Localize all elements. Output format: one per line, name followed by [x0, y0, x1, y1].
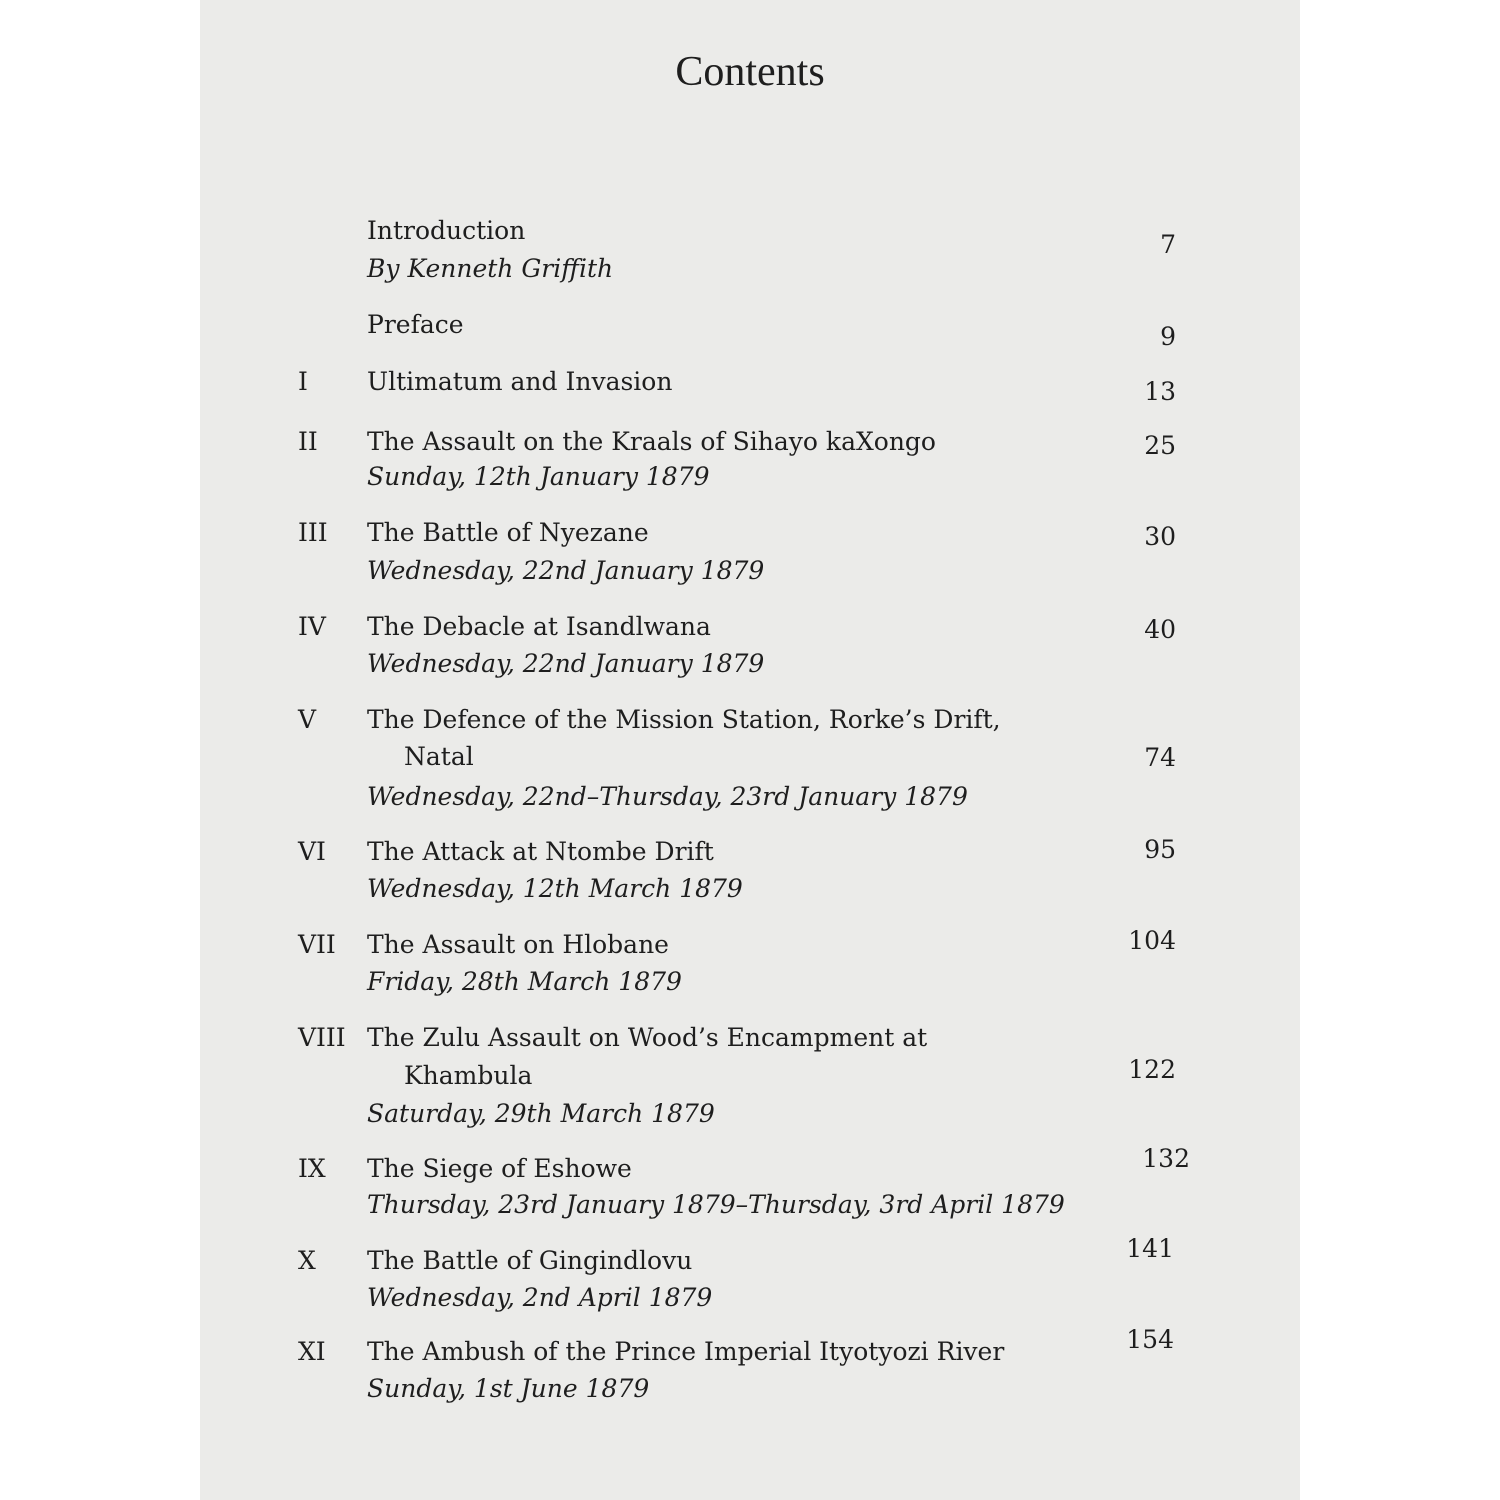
page-number: 122: [1128, 1055, 1176, 1084]
page-number: 141: [1126, 1234, 1174, 1263]
page-number: 13: [1144, 377, 1176, 406]
chapter-number: III: [298, 518, 328, 547]
toc-entry-chapter-8: [200, 1019, 1300, 1149]
page-number: 132: [1142, 1144, 1190, 1173]
chapter-title: The Zulu Assault on Wood’s Encampment at: [367, 1023, 928, 1052]
chapter-subtitle: Wednesday, 22nd January 1879: [367, 649, 765, 678]
chapter-subtitle: Wednesday, 22nd–Thursday, 23rd January 1879: [367, 782, 968, 811]
chapter-subtitle: Saturday, 29th March 1879: [367, 1099, 715, 1128]
chapter-number: VII: [298, 930, 336, 959]
toc-entry-chapter-3: [200, 514, 1300, 614]
chapter-title: The Defence of the Mission Station, Rorke’s Drift,: [367, 705, 1001, 734]
chapter-number: I: [298, 367, 308, 396]
chapter-number: V: [298, 705, 317, 734]
chapter-number: VIII: [298, 1023, 346, 1052]
chapter-number: II: [298, 427, 318, 456]
toc-entry-chapter-6: [200, 833, 1300, 933]
toc-entry-chapter-5: [200, 701, 1300, 831]
chapter-title: Preface: [367, 310, 464, 339]
chapter-subtitle: Wednesday, 2nd April 1879: [367, 1283, 713, 1312]
toc-entry-chapter-4: [200, 608, 1300, 708]
book-page: [200, 0, 1300, 1500]
page-number: 40: [1144, 615, 1176, 644]
chapter-title: The Siege of Eshowe: [367, 1154, 632, 1183]
toc-entry-chapter-2: [200, 423, 1300, 523]
chapter-title: Ultimatum and Invasion: [367, 367, 673, 396]
chapter-title-continued: Khambula: [404, 1061, 533, 1090]
chapter-subtitle: Wednesday, 22nd January 1879: [367, 556, 765, 585]
page-title: Contents: [675, 49, 825, 95]
chapter-number: IV: [298, 612, 326, 641]
chapter-title: Introduction: [367, 216, 526, 245]
chapter-title: The Battle of Nyezane: [367, 518, 649, 547]
page-number: 9: [1160, 322, 1176, 351]
page-number: 30: [1144, 522, 1176, 551]
page-number: 154: [1126, 1325, 1174, 1354]
chapter-number: IX: [298, 1154, 326, 1183]
page-number: 25: [1144, 431, 1176, 460]
chapter-subtitle: Thursday, 23rd January 1879–Thursday, 3rd April 1879: [367, 1190, 1065, 1219]
chapter-number: VI: [298, 837, 326, 866]
chapter-title: The Assault on the Kraals of Sihayo kaXongo: [367, 427, 936, 456]
chapter-number: X: [298, 1246, 316, 1275]
chapter-title: The Debacle at Isandlwana: [367, 612, 711, 641]
chapter-subtitle: Sunday, 1st June 1879: [367, 1374, 650, 1403]
chapter-title: The Attack at Ntombe Drift: [367, 837, 714, 866]
chapter-title: The Ambush of the Prince Imperial Ityotyozi River: [367, 1337, 1005, 1366]
page-number: 7: [1160, 230, 1176, 259]
chapter-title-continued: Natal: [404, 742, 474, 771]
chapter-title: The Battle of Gingindlovu: [367, 1246, 693, 1275]
page-number: 104: [1128, 926, 1176, 955]
chapter-subtitle: Sunday, 12th January 1879: [367, 462, 710, 491]
toc-entry-chapter-11: [200, 1325, 1300, 1433]
toc-entry-introduction: [200, 212, 1300, 312]
page-number: 74: [1144, 743, 1176, 772]
chapter-number: XI: [298, 1337, 326, 1366]
page-number: 95: [1144, 835, 1176, 864]
toc-entry-chapter-7: [200, 926, 1300, 1026]
chapter-title: The Assault on Hlobane: [367, 930, 669, 959]
chapter-subtitle: Wednesday, 12th March 1879: [367, 874, 743, 903]
chapter-subtitle: By Kenneth Griffith: [367, 254, 614, 283]
chapter-subtitle: Friday, 28th March 1879: [367, 967, 682, 996]
